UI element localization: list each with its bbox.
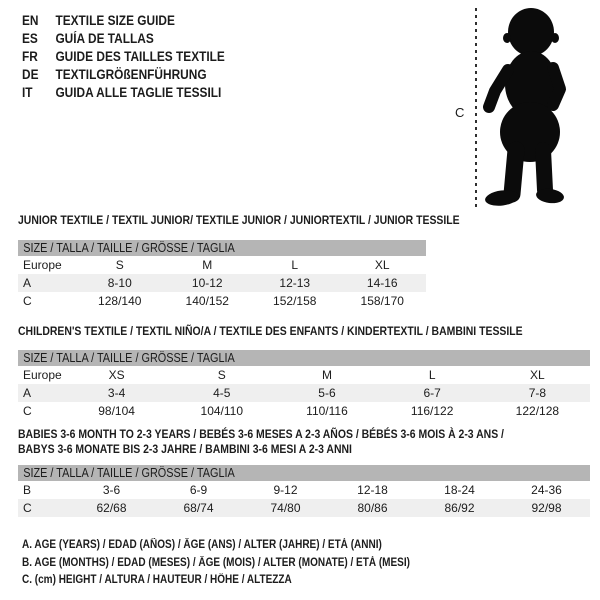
language-code: ES	[22, 31, 38, 46]
section-title-line: JUNIOR TEXTILE / TEXTIL JUNIOR/ TEXTILE JUNIOR / JUNIORTEXTIL / JUNIOR TESSILE	[18, 213, 460, 227]
table-row	[18, 274, 426, 292]
table-cell: L	[428, 368, 436, 382]
table-cell: 152/158	[273, 294, 317, 308]
language-title-list	[22, 12, 253, 102]
table-header-row	[18, 465, 590, 481]
language-row	[22, 30, 225, 48]
language-code: IT	[22, 85, 33, 100]
table-cell: XL	[530, 368, 545, 382]
section-title-line: CHILDREN'S TEXTILE / TEXTIL NIÑO/A / TEXTILE DES ENFANTS / KINDERTEXTIL / BAMBINI TESSILE	[18, 324, 523, 338]
legend-line: B. AGE (MONTHS) / EDAD (MESES) / ÂGE (MOIS) / ALTER (MONATE) / ETÀ (MESI)	[22, 556, 410, 569]
language-guide-title: TEXTILE SIZE GUIDE	[55, 13, 175, 28]
row-label: C	[18, 499, 68, 517]
table-cell: 3-4	[64, 384, 169, 402]
row-label: B	[23, 483, 32, 497]
table-cell: 92/98	[503, 499, 590, 517]
table-row	[18, 402, 590, 420]
size-table-junior	[18, 240, 426, 310]
table-cell: 128/140	[98, 294, 142, 308]
table-cell: S	[115, 258, 124, 272]
size-table-children	[18, 350, 590, 420]
table-cell: 80/86	[329, 499, 416, 517]
language-code: EN	[22, 13, 39, 28]
table-cell: XL	[374, 258, 390, 272]
table-row	[18, 384, 590, 402]
section-title-line: BABYS 3-6 MONATE BIS 2-3 JAHRE / BAMBINI 3-6 MESI A 2-3 ANNI	[18, 442, 352, 456]
row-label: A	[18, 274, 76, 292]
table-cell: 6-9	[189, 483, 208, 497]
language-guide-title: GUIDA ALLE TAGLIE TESSILI	[55, 85, 222, 100]
section-title	[18, 213, 460, 228]
table-cell: M	[202, 258, 213, 272]
table-cell: 158/170	[360, 294, 404, 308]
language-code: DE	[22, 67, 39, 82]
table-header-cell	[18, 350, 590, 366]
section-title	[18, 324, 590, 339]
table-cell: 10-12	[164, 274, 252, 292]
table-cell: 24-36	[531, 483, 562, 497]
table-row	[18, 481, 590, 499]
table-cell: 4-5	[169, 384, 274, 402]
table-cell: 110/116	[306, 404, 348, 418]
size-table-babies	[18, 465, 590, 517]
section-title	[18, 427, 590, 457]
table-cell: 104/110	[200, 404, 244, 418]
table-cell: M	[321, 368, 332, 382]
section-children-textile	[18, 324, 590, 420]
table-header-row	[18, 350, 590, 366]
section-title-line: BABIES 3-6 MONTH TO 2-3 YEARS / BEBÉS 3-6 MESES A 2-3 AÑOS / BÉBÉS 3-6 MOIS À 2-3 ANS /	[18, 427, 504, 441]
table-cell: 8-10	[76, 274, 164, 292]
language-guide-title: TEXTILGRÖßENFÜHRUNG	[55, 67, 207, 82]
legend	[22, 537, 468, 590]
row-label: C	[23, 404, 32, 418]
section-junior-textile	[18, 213, 460, 310]
table-cell: 18-24	[444, 483, 475, 497]
language-guide-title: GUIDE DES TAILLES TEXTILE	[55, 49, 225, 64]
row-label: A	[18, 384, 64, 402]
language-row	[22, 84, 225, 102]
table-row	[18, 366, 590, 384]
row-label: C	[23, 294, 32, 308]
table-cell: 12-13	[251, 274, 339, 292]
table-cell: S	[217, 368, 226, 382]
table-cell: 116/122	[410, 404, 454, 418]
language-row	[22, 66, 225, 84]
table-cell: XS	[108, 368, 125, 382]
table-header-cell	[18, 240, 426, 256]
table-cell: 62/68	[68, 499, 155, 517]
table-cell: 6-7	[380, 384, 485, 402]
table-header-row	[18, 240, 426, 256]
language-guide-title: GUÍA DE TALLAS	[55, 31, 154, 46]
table-cell: 122/128	[515, 404, 560, 418]
table-header-cell	[18, 465, 590, 481]
table-cell: 3-6	[102, 483, 121, 497]
table-cell: 68/74	[155, 499, 242, 517]
table-header-text: SIZE / TALLA / TAILLE / GRÖSSE / TAGLIA	[23, 466, 235, 480]
height-label-c: C	[455, 105, 465, 120]
table-cell: 14-16	[339, 274, 427, 292]
table-cell: 5-6	[274, 384, 379, 402]
legend-line: A. AGE (YEARS) / EDAD (AÑOS) / ÂGE (ANS) / ALTER (JAHRE) / ETÀ (ANNI)	[22, 539, 382, 551]
table-row	[18, 292, 426, 310]
language-code: FR	[22, 49, 38, 64]
table-header-text: SIZE / TALLA / TAILLE / GRÖSSE / TAGLIA	[23, 241, 235, 255]
row-label: Europe	[23, 368, 62, 382]
table-cell: 74/80	[242, 499, 329, 517]
section-babies-textile	[18, 427, 590, 517]
table-cell: 86/92	[416, 499, 503, 517]
row-label: Europe	[23, 258, 62, 272]
table-row	[18, 256, 426, 274]
table-cell: 98/104	[98, 404, 135, 418]
legend-line: C. (cm) HEIGHT / ALTURA / HAUTEUR / HÖHE / ALTEZZA	[22, 574, 292, 586]
height-measure-dashed-line	[475, 8, 477, 210]
table-cell: 9-12	[273, 483, 298, 497]
table-cell: 7-8	[485, 384, 590, 402]
baby-silhouette	[481, 8, 573, 210]
table-cell: 140/152	[185, 294, 229, 308]
language-row	[22, 12, 225, 30]
table-header-text: SIZE / TALLA / TAILLE / GRÖSSE / TAGLIA	[23, 351, 235, 365]
language-row	[22, 48, 225, 66]
table-cell: L	[291, 258, 299, 272]
table-row	[18, 499, 590, 517]
table-cell: 12-18	[357, 483, 388, 497]
